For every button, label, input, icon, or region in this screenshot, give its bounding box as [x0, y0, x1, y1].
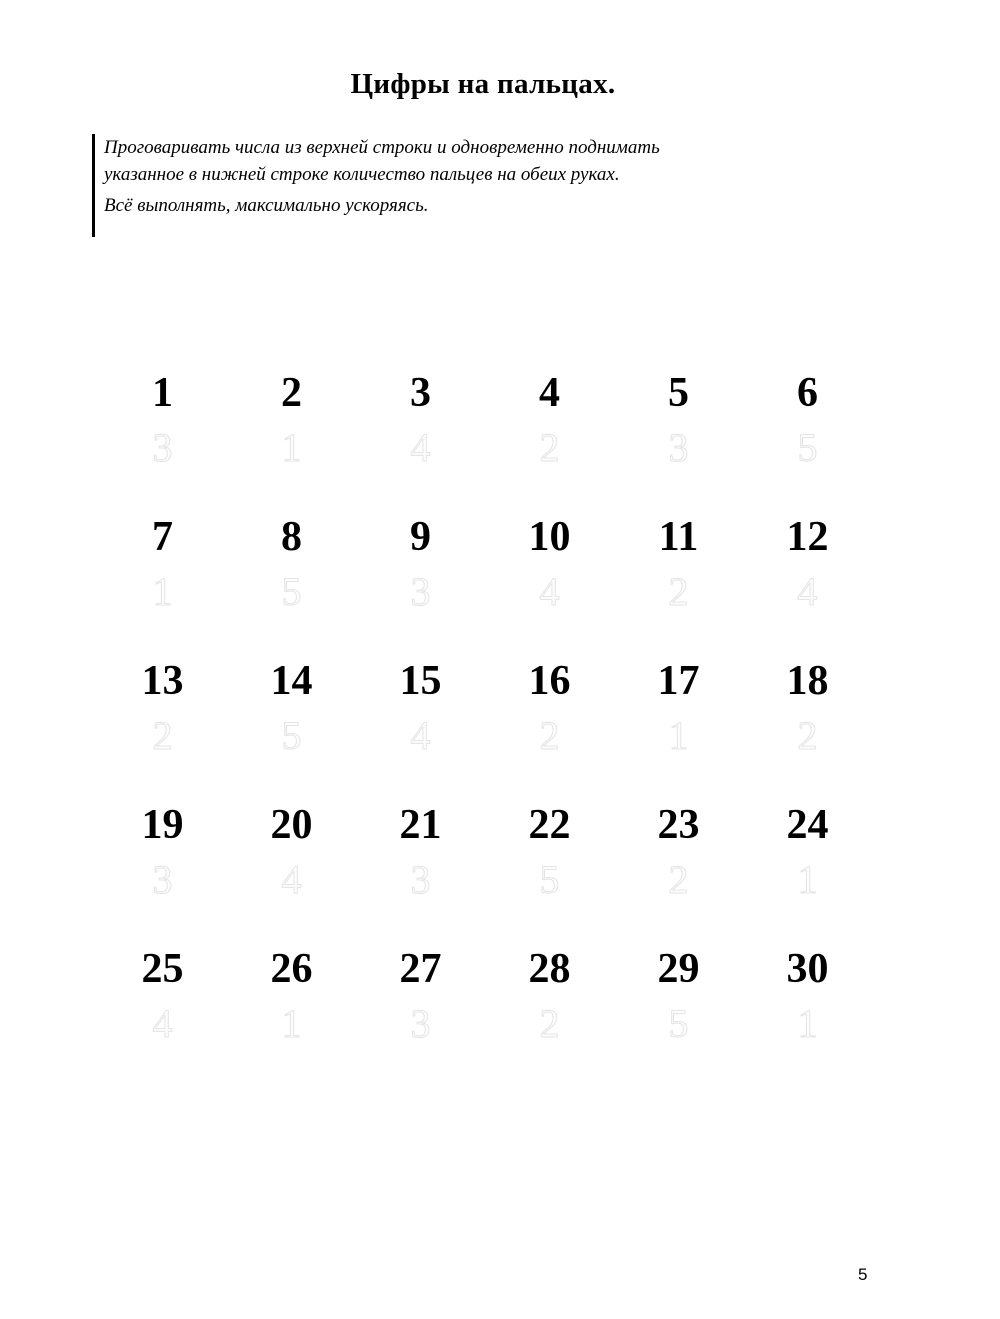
spoken-number: 26	[270, 946, 313, 992]
spoken-number: 23	[657, 802, 700, 848]
number-cell	[356, 656, 485, 800]
finger-count: 2	[539, 1001, 560, 1046]
number-cell	[743, 800, 872, 944]
finger-count: 5	[281, 713, 302, 758]
number-cell	[485, 512, 614, 656]
finger-count: 1	[152, 569, 173, 614]
spoken-number: 2	[281, 370, 302, 416]
finger-count: 4	[281, 857, 302, 902]
number-cell	[485, 944, 614, 1088]
spoken-number: 1	[152, 370, 173, 416]
number-cell	[485, 800, 614, 944]
instructions-block	[92, 134, 792, 237]
spoken-number: 18	[786, 658, 829, 704]
finger-count: 2	[668, 569, 689, 614]
number-cell	[227, 368, 356, 512]
finger-count: 5	[281, 569, 302, 614]
spoken-number: 8	[281, 514, 302, 560]
finger-count: 3	[410, 1001, 431, 1046]
spoken-number: 11	[658, 514, 699, 560]
finger-count: 4	[410, 425, 431, 470]
finger-count: 4	[539, 569, 560, 614]
spoken-number: 20	[270, 802, 313, 848]
finger-count: 4	[410, 713, 431, 758]
number-cell	[743, 512, 872, 656]
finger-count: 2	[152, 713, 173, 758]
finger-count: 4	[797, 569, 818, 614]
finger-count: 5	[539, 857, 560, 902]
number-cell	[356, 512, 485, 656]
number-cell	[98, 512, 227, 656]
finger-count: 3	[410, 569, 431, 614]
number-cell	[227, 512, 356, 656]
number-cell	[98, 944, 227, 1088]
number-cell	[743, 368, 872, 512]
finger-count: 3	[152, 425, 173, 470]
number-cell	[743, 944, 872, 1088]
finger-count: 1	[281, 1001, 302, 1046]
spoken-number: 4	[539, 370, 560, 416]
spoken-number: 10	[528, 514, 571, 560]
spoken-number: 14	[270, 658, 313, 704]
spoken-number: 6	[797, 370, 818, 416]
number-cell	[227, 800, 356, 944]
finger-count: 2	[797, 713, 818, 758]
finger-count: 1	[281, 425, 302, 470]
finger-count: 3	[152, 857, 173, 902]
instruction-line: Всё выполнять, максимально ускоряясь.	[104, 195, 429, 216]
finger-count: 2	[668, 857, 689, 902]
number-cell	[614, 656, 743, 800]
spoken-number: 28	[528, 946, 571, 992]
finger-count: 4	[152, 1001, 173, 1046]
page-number: 5	[858, 1265, 868, 1284]
finger-count: 1	[797, 1001, 818, 1046]
finger-count: 3	[410, 857, 431, 902]
spoken-number: 17	[657, 658, 700, 704]
number-cell	[98, 656, 227, 800]
finger-count: 1	[668, 713, 689, 758]
number-grid	[98, 368, 870, 1088]
spoken-number: 15	[399, 658, 442, 704]
spoken-number: 5	[668, 370, 689, 416]
number-cell	[356, 800, 485, 944]
finger-count: 5	[668, 1001, 689, 1046]
number-cell	[614, 944, 743, 1088]
spoken-number: 12	[786, 514, 829, 560]
number-cell	[485, 368, 614, 512]
number-cell	[614, 512, 743, 656]
number-cell	[98, 800, 227, 944]
number-cell	[614, 800, 743, 944]
spoken-number: 21	[399, 802, 442, 848]
finger-count: 3	[668, 425, 689, 470]
page-title: Цифры на пальцах.	[350, 68, 616, 100]
number-cell	[98, 368, 227, 512]
finger-count: 2	[539, 713, 560, 758]
spoken-number: 16	[528, 658, 571, 704]
finger-count: 5	[797, 425, 818, 470]
spoken-number: 25	[141, 946, 184, 992]
number-cell	[743, 656, 872, 800]
spoken-number: 3	[410, 370, 431, 416]
finger-count: 2	[539, 425, 560, 470]
finger-count: 1	[797, 857, 818, 902]
number-cell	[227, 656, 356, 800]
spoken-number: 7	[152, 514, 173, 560]
spoken-number: 22	[528, 802, 571, 848]
instruction-line: указанное в нижней строке количество пальцев на обеих руках.	[104, 164, 620, 185]
spoken-number: 9	[410, 514, 431, 560]
spoken-number: 30	[786, 946, 829, 992]
spoken-number: 29	[657, 946, 700, 992]
spoken-number: 24	[786, 802, 829, 848]
number-cell	[614, 368, 743, 512]
number-cell	[356, 368, 485, 512]
spoken-number: 13	[141, 658, 184, 704]
number-cell	[227, 944, 356, 1088]
spoken-number: 27	[399, 946, 442, 992]
number-cell	[485, 656, 614, 800]
instruction-line: Проговаривать числа из верхней строки и одновременно поднимать	[104, 137, 660, 158]
number-cell	[356, 944, 485, 1088]
spoken-number: 19	[141, 802, 184, 848]
